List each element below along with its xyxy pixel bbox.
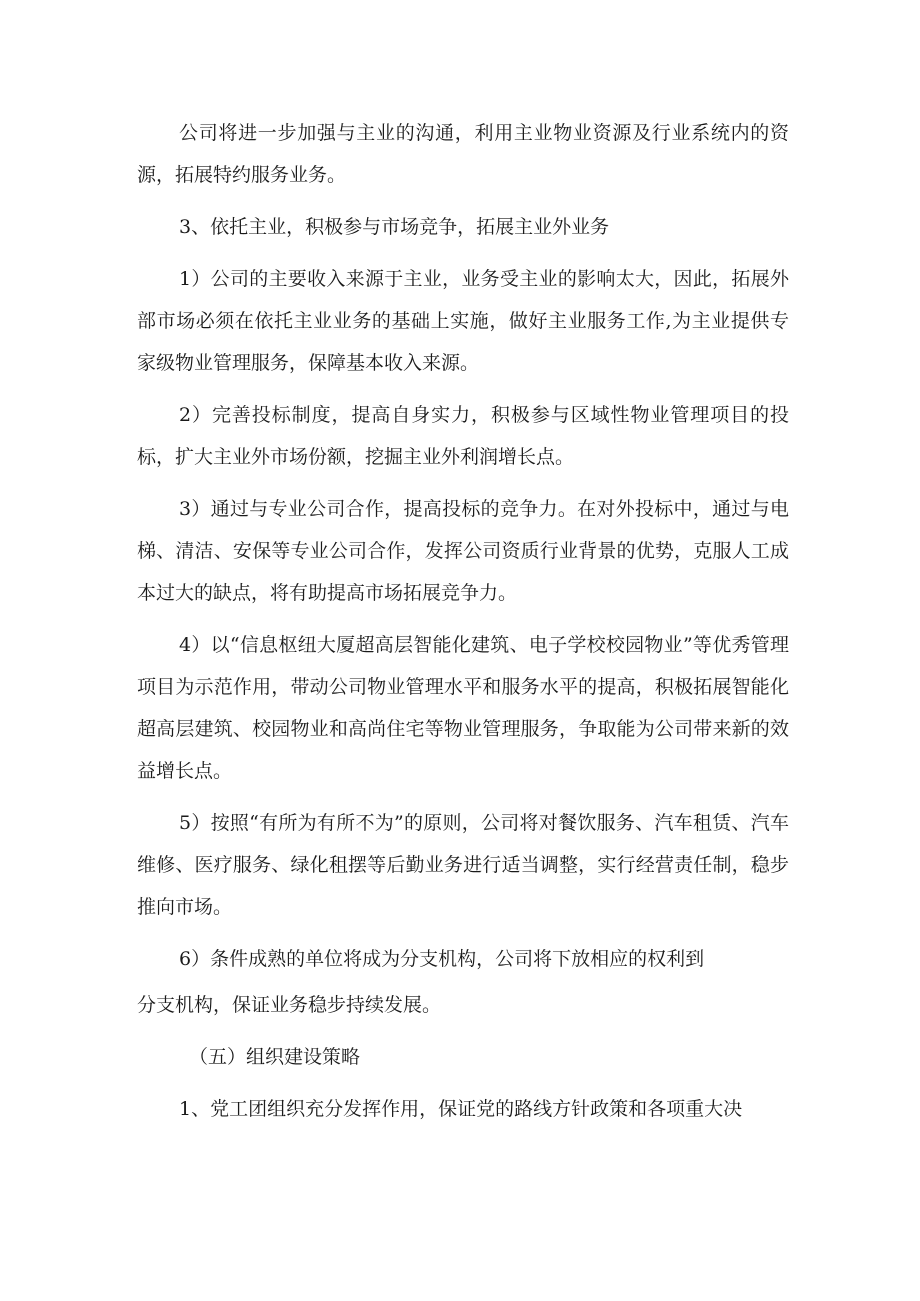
paragraph-party-organization: 1、党工团组织充分发挥作用，保证党的路线方针政策和各项重大决	[179, 1098, 743, 1120]
paragraph-special-services: 公司将进一步加强与主业的沟通，利用主业物业资源及行业系统内的资源，拓展特约服务业务。	[137, 122, 789, 186]
paragraph-item-6-line-2: 分支机构，保证业务稳步持续发展。	[137, 994, 442, 1016]
paragraph-item-1: 1）公司的主要收入来源于主业，业务受主业的影响太大，因此，拓展外部市场必须在依托主业业务的基础上实施，做好主业服务工作,为主业提供专家级物业管理服务，保障基本收入来源。	[137, 268, 789, 374]
paragraph-item-4: 4）以“信息枢纽大厦超高层智能化建筑、电子学校校园物业”等优秀管理项目为示范作用，带动公司物业管理水平和服务水平的提高，积极拓展智能化超高层建筑、校园物业和高尚住宅等物业管理服务，争取能为公司带来新的效益增长点。	[137, 634, 789, 782]
paragraph-item-5: 5）按照“有所为有所不为”的原则，公司将对餐饮服务、汽车租赁、汽车维修、医疗服务、绿化租摆等后勤业务进行适当调整，实行经营责任制，稳步推向市场。	[137, 812, 789, 918]
paragraph-item-6-line-1: 6）条件成熟的单位将成为分支机构，公司将下放相应的权利到	[179, 948, 705, 970]
section-heading: （五）组织建设策略	[189, 1046, 361, 1068]
paragraph-item-3-heading: 3、依托主业，积极参与市场竞争，拓展主业外业务	[179, 216, 610, 238]
paragraph-item-3: 3）通过与专业公司合作，提高投标的竞争力。在对外投标中，通过与电梯、清洁、安保等专业公司合作，发挥公司资质行业背景的优势，克服人工成本过大的缺点，将有助提高市场拓展竞争力。	[137, 498, 789, 604]
document-body	[137, 112, 789, 1140]
paragraph-item-2: 2）完善投标制度，提高自身实力，积极参与区域性物业管理项目的投标，扩大主业外市场份额，挖掘主业外利润增长点。	[137, 404, 789, 468]
